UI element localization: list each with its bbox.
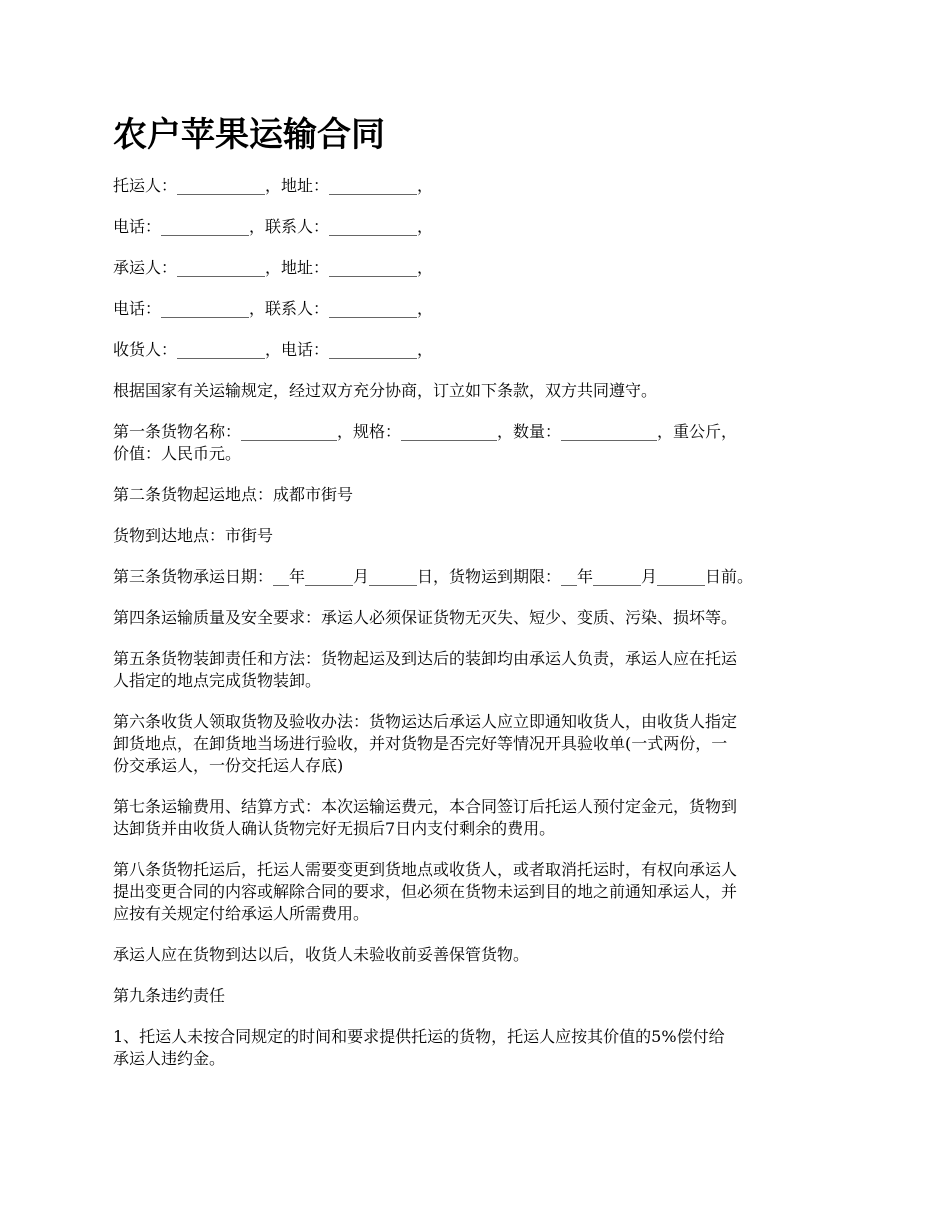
contract-paragraph — [113, 380, 838, 402]
contract-paragraph — [113, 216, 838, 238]
contract-paragraph — [113, 421, 838, 465]
paragraph-line: 第八条货物托运后，托运人需要变更到货地点或收货人，或者取消托运时，有权向承运人 — [113, 860, 738, 879]
contract-paragraph — [113, 796, 838, 840]
contract-paragraph — [113, 711, 838, 777]
paragraph-line: 托运人：___________，地址：___________， — [113, 176, 434, 195]
paragraph-line: 提出变更合同的内容或解除合同的要求，但必须在货物未运到目的地之前通知承运人，并 — [113, 882, 738, 901]
contract-paragraph — [113, 607, 838, 629]
paragraph-line: 承运人：___________，地址：___________， — [113, 258, 434, 277]
contract-paragraph — [113, 339, 838, 361]
paragraph-line: 电话：___________，联系人：___________， — [113, 217, 434, 236]
paragraph-line: 卸货地点，在卸货地当场进行验收，并对货物是否完好等情况开具验收单(一式两份，一 — [113, 734, 728, 753]
contract-paragraph — [113, 525, 838, 547]
contract-paragraph — [113, 648, 838, 692]
contract-paragraph — [113, 257, 838, 279]
paragraph-line: 收货人：___________，电话：___________， — [113, 340, 434, 359]
paragraph-line: 第二条货物起运地点：成都市街号 — [113, 485, 354, 504]
paragraph-line: 应按有关规定付给承运人所需费用。 — [113, 904, 370, 923]
paragraph-line: 承运人应在货物到达以后，收货人未验收前妥善保管货物。 — [113, 945, 530, 964]
paragraph-line: 电话：___________，联系人：___________， — [113, 299, 434, 318]
contract-paragraph — [113, 175, 838, 197]
paragraph-line: 价值：人民币元。 — [113, 444, 242, 463]
document-page — [113, 112, 838, 1089]
contract-paragraph — [113, 484, 838, 506]
contract-paragraph — [113, 859, 838, 925]
document-title: 农户苹果运输合同 — [113, 115, 385, 155]
paragraph-line: 人指定的地点完成货物装卸。 — [113, 671, 322, 690]
paragraph-line: 第一条货物名称：____________，规格：____________，数量：____________，重公斤， — [113, 422, 738, 441]
contract-paragraph — [113, 944, 838, 966]
paragraph-line: 第七条运输费用、结算方式：本次运输运费元，本合同签订后托运人预付定金元，货物到 — [113, 797, 738, 816]
paragraph-line: 第九条违约责任 — [113, 986, 226, 1005]
contract-paragraph — [113, 1026, 838, 1070]
contract-paragraph — [113, 298, 838, 320]
paragraph-line: 1、托运人未按合同规定的时间和要求提供托运的货物，托运人应按其价值的5%偿付给 — [113, 1027, 725, 1046]
paragraph-line: 达卸货并由收货人确认货物完好无损后7日内支付剩余的费用。 — [113, 819, 556, 838]
paragraph-line: 根据国家有关运输规定，经过双方充分协商，订立如下条款，双方共同遵守。 — [113, 381, 658, 400]
paragraph-line: 第四条运输质量及安全要求：承运人必须保证货物无灭失、短少、变质、污染、损坏等。 — [113, 608, 738, 627]
paragraph-line: 第六条收货人领取货物及验收办法：货物运达后承运人应立即通知收货人，由收货人指定 — [113, 712, 738, 731]
document-body — [113, 175, 838, 1070]
contract-paragraph — [113, 566, 838, 588]
paragraph-line: 第五条货物装卸责任和方法：货物起运及到达后的装卸均由承运人负责，承运人应在托运 — [113, 649, 738, 668]
paragraph-line: 第三条货物承运日期：__年______月______日，货物运到期限：__年______月______日前。 — [113, 567, 754, 586]
paragraph-line: 份交承运人，一份交托运人存底) — [113, 756, 344, 775]
contract-paragraph — [113, 985, 838, 1007]
paragraph-line: 货物到达地点：市街号 — [113, 526, 274, 545]
paragraph-line: 承运人违约金。 — [113, 1049, 226, 1068]
